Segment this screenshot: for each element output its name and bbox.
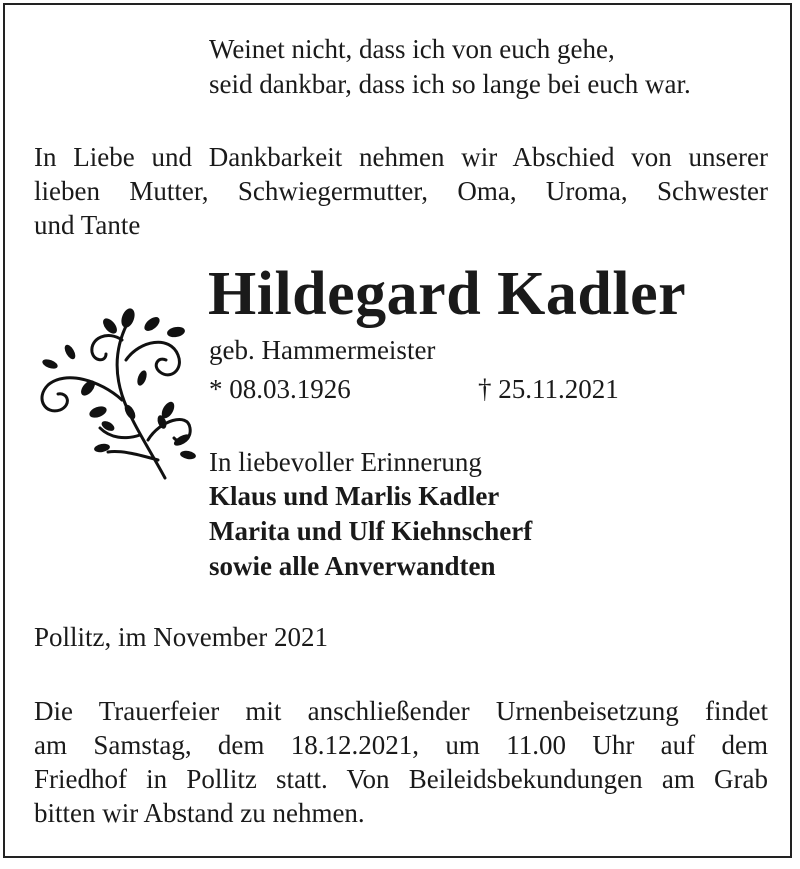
ceremony-text (34, 694, 768, 830)
mourners-line-2: Marita und Ulf Kiehnscherf (209, 516, 533, 546)
mourners-line-3: sowie alle Anverwandten (209, 551, 496, 581)
intro-line-2: lieben Mutter, Schwiegermutter, Oma, Uroma, Schwester (34, 176, 768, 206)
motto-line-2: seid dankbar, dass ich so lange bei euch war. (209, 69, 691, 99)
ceremony-line-1: Die Trauerfeier mit anschließender Urnenbeisetzung findet (34, 696, 768, 726)
motto-line-1: Weinet nicht, dass ich von euch gehe, (209, 34, 615, 64)
mourners-line-1: Klaus und Marlis Kadler (209, 481, 500, 511)
floral-ornament-icon (30, 300, 200, 485)
deceased-name: Hildegard Kadler (208, 260, 687, 328)
intro-text (34, 140, 768, 242)
maiden-name: geb. Hammermeister (209, 335, 436, 365)
ceremony-line-4: bitten wir Abstand zu nehmen. (34, 798, 365, 828)
ceremony-line-2: am Samstag, dem 18.12.2021, um 11.00 Uhr auf dem (34, 730, 768, 760)
death-date: † 25.11.2021 (478, 374, 619, 404)
mourners-intro: In liebevoller Erinnerung (209, 447, 482, 477)
birth-date: * 08.03.1926 (209, 374, 351, 404)
ceremony-line-3: Friedhof in Pollitz statt. Von Beileidsbekundungen am Grab (34, 764, 768, 794)
intro-line-3: und Tante (34, 210, 141, 240)
intro-line-1: In Liebe und Dankbarkeit nehmen wir Abschied von unserer (34, 142, 768, 172)
place-date: Pollitz, im November 2021 (34, 622, 328, 652)
